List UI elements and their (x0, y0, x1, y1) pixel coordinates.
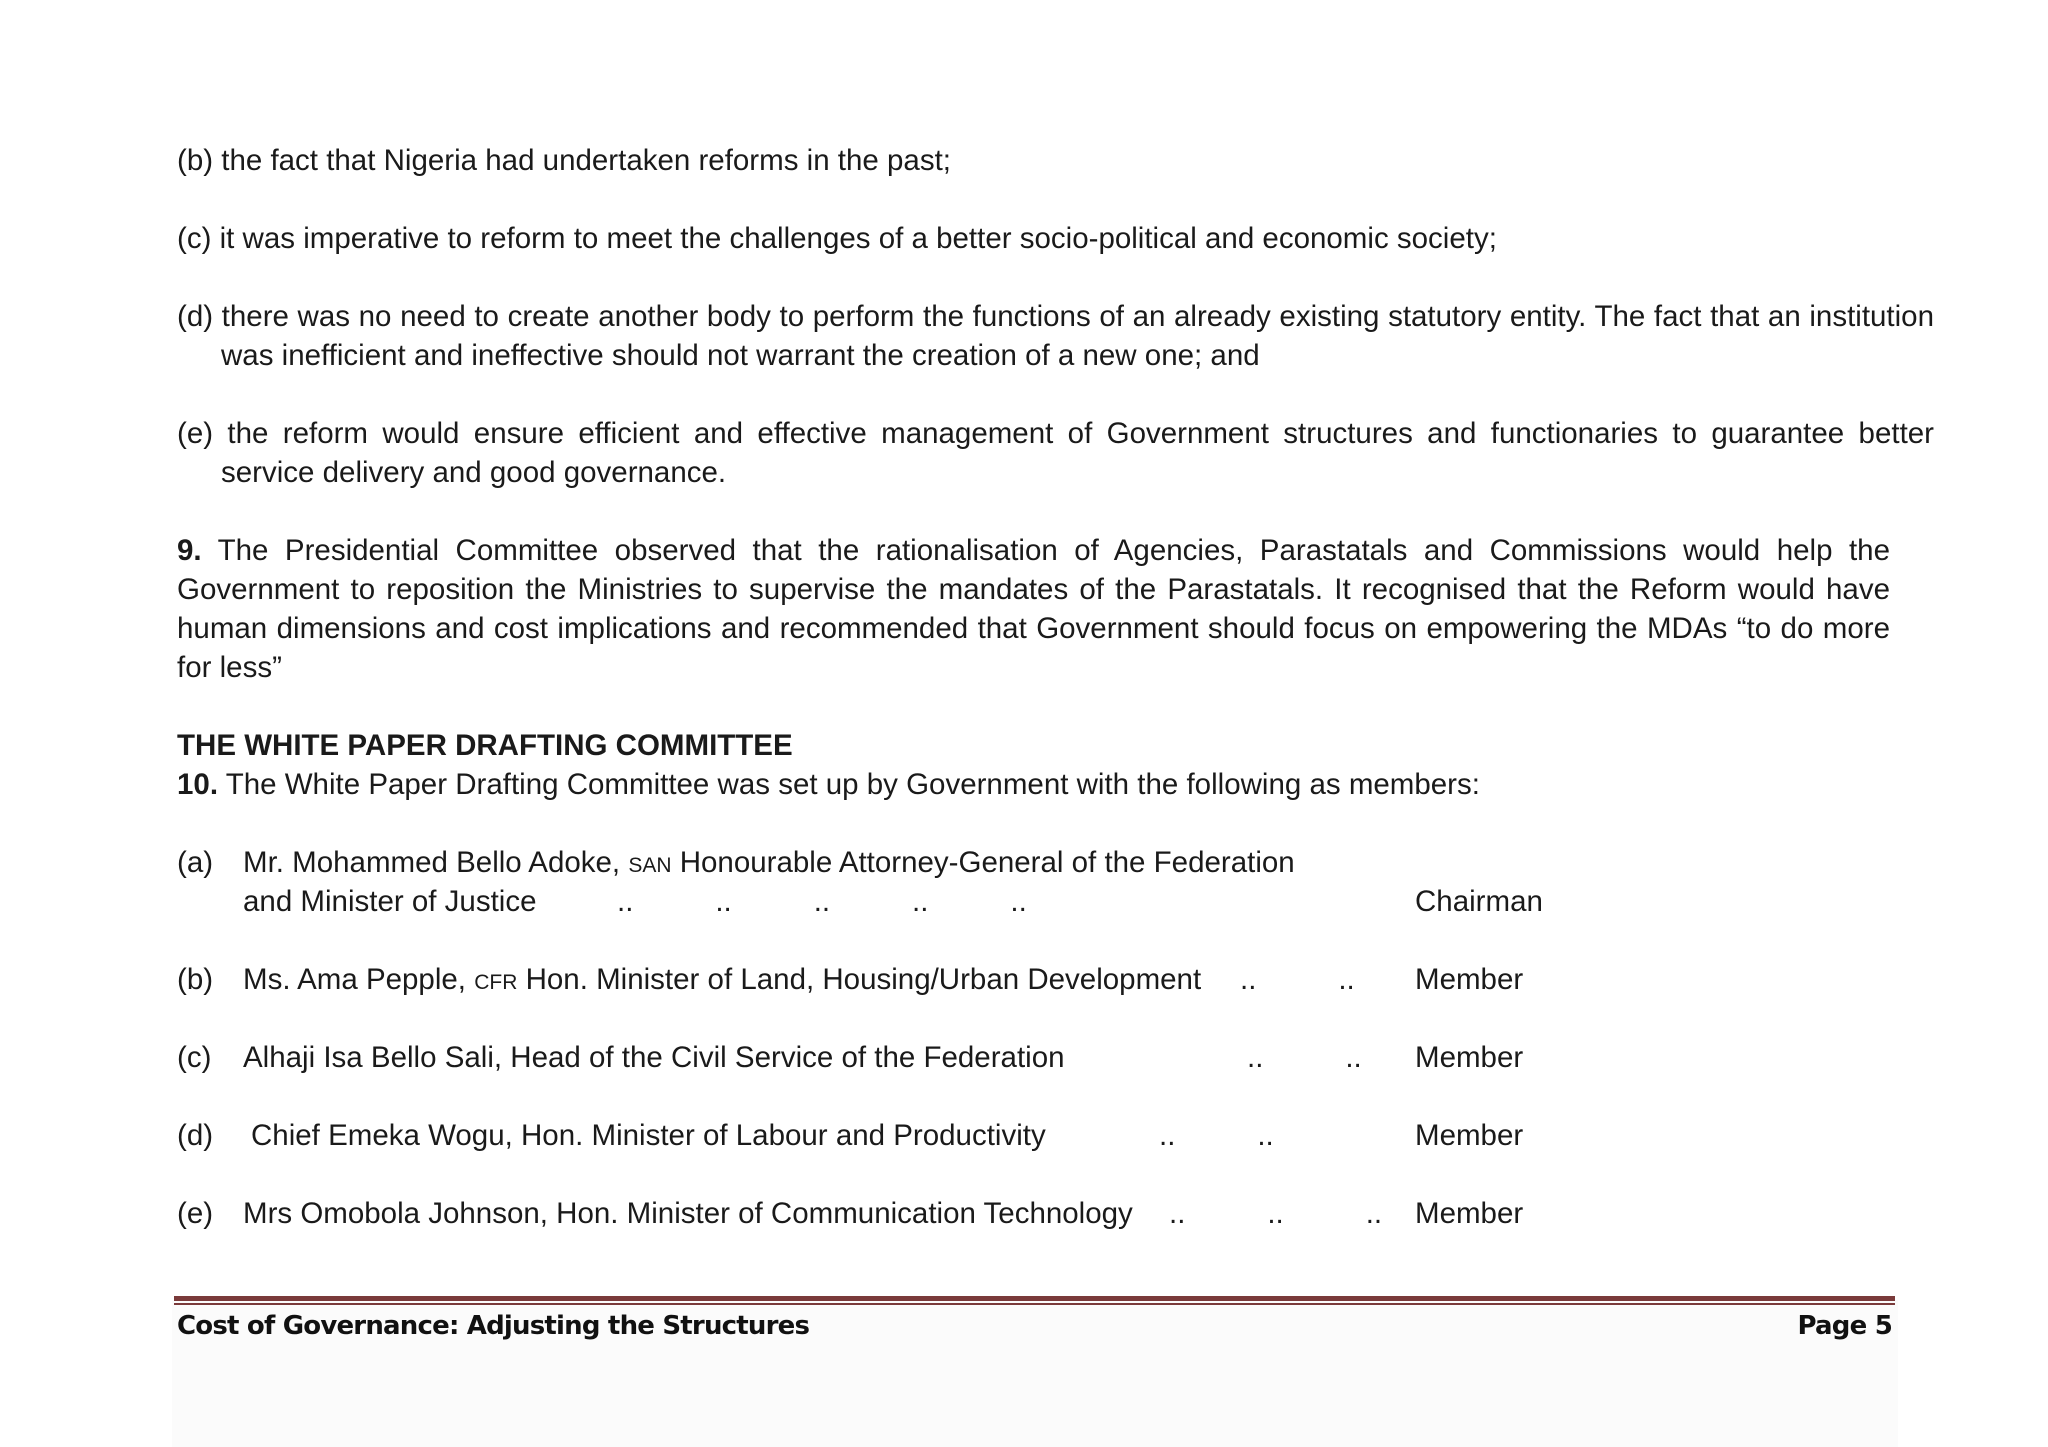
paragraph-10-text: The White Paper Drafting Committee was set up by Government with the following as members: (225, 768, 1480, 801)
dot-leaders: .. .. (1247, 1041, 1362, 1074)
member-row (177, 960, 1890, 999)
member-row (177, 1116, 1890, 1155)
footer-rule (174, 1296, 1895, 1305)
footer-title: Cost of Governance: Adjusting the Structures (177, 1311, 810, 1341)
member-name: Ms. Ama Pepple, CFR Hon. Minister of Land, Housing/Urban Development (243, 963, 1202, 996)
paragraph-d: (d) there was no need to create another body to perform the functions of an already existing statutory entity. The fact that an institution was inefficient and ineffective should not warrant the creation of a new one; and (177, 300, 1934, 372)
member-letter: (d) (177, 1119, 214, 1152)
paragraph-9-number: 9. (177, 534, 202, 567)
member-row (177, 1194, 1890, 1233)
dot-leaders: .. .. .. (1169, 1197, 1383, 1230)
member-row (177, 843, 1890, 882)
member-letter: (e) (177, 1197, 214, 1230)
member-letter: (a) (177, 846, 214, 879)
member-name: Mr. Mohammed Bello Adoke, SAN Honourable Attorney-General of the Federation (243, 846, 1295, 879)
member-title: Hon. Minister of Land, Housing/Urban Development (525, 963, 1202, 996)
member-honorific: CFR (474, 971, 518, 994)
member-name: Chief Emeka Wogu, Hon. Minister of Labour and Productivity (251, 1119, 1046, 1152)
member-row (177, 1038, 1890, 1077)
dot-leaders: .. .. (1159, 1119, 1274, 1152)
dot-leaders: .. .. .. .. .. (617, 885, 1027, 918)
paragraph-10-number: 10. (177, 768, 219, 801)
member-role: Member (1415, 963, 1524, 996)
member-letter: (b) (177, 963, 214, 996)
member-role: Member (1415, 1119, 1524, 1152)
paragraph-c: (c) it was imperative to reform to meet the challenges of a better socio-political and economic society; (177, 222, 1497, 255)
section-heading: THE WHITE PAPER DRAFTING COMMITTEE (177, 729, 793, 762)
footer-rule-thick (174, 1296, 1895, 1301)
footer-rule-thin (174, 1303, 1895, 1305)
member-role: Member (1415, 1041, 1524, 1074)
member-role: Member (1415, 1197, 1524, 1230)
paragraph-e: (e) the reform would ensure efficient and effective management of Government structures and functionaries to guarantee better service delivery and good governance. (177, 417, 1934, 489)
paragraph-9-text: The Presidential Committee observed that the rationalisation of Agencies, Parastatals and Commissions would help the Government to reposition the Ministries to supervise the mandates of the Parastatals. It recognised that the Reform would have human dimensions and cost implications and recommended that Government should focus on empowering the MDAs “to do more for less” (177, 534, 1890, 684)
paragraph-9 (177, 531, 1890, 687)
member-title: Honourable Attorney-General of the Federation (679, 846, 1295, 879)
member-name: Alhaji Isa Bello Sali, Head of the Civil Service of the Federation (243, 1041, 1065, 1074)
member-row-continued (177, 882, 1890, 921)
page-number: Page 5 (1797, 1311, 1892, 1341)
dot-leaders: .. .. (1240, 963, 1355, 996)
member-title-line2: and Minister of Justice (243, 885, 537, 918)
member-role: Chairman (1415, 885, 1543, 918)
member-letter: (c) (177, 1041, 212, 1074)
member-name: Mrs Omobola Johnson, Hon. Minister of Communication Technology (243, 1197, 1133, 1230)
paragraph-10 (177, 765, 1890, 804)
paragraph-b: (b) the fact that Nigeria had undertaken reforms in the past; (177, 144, 951, 177)
member-honorific: SAN (628, 854, 672, 877)
